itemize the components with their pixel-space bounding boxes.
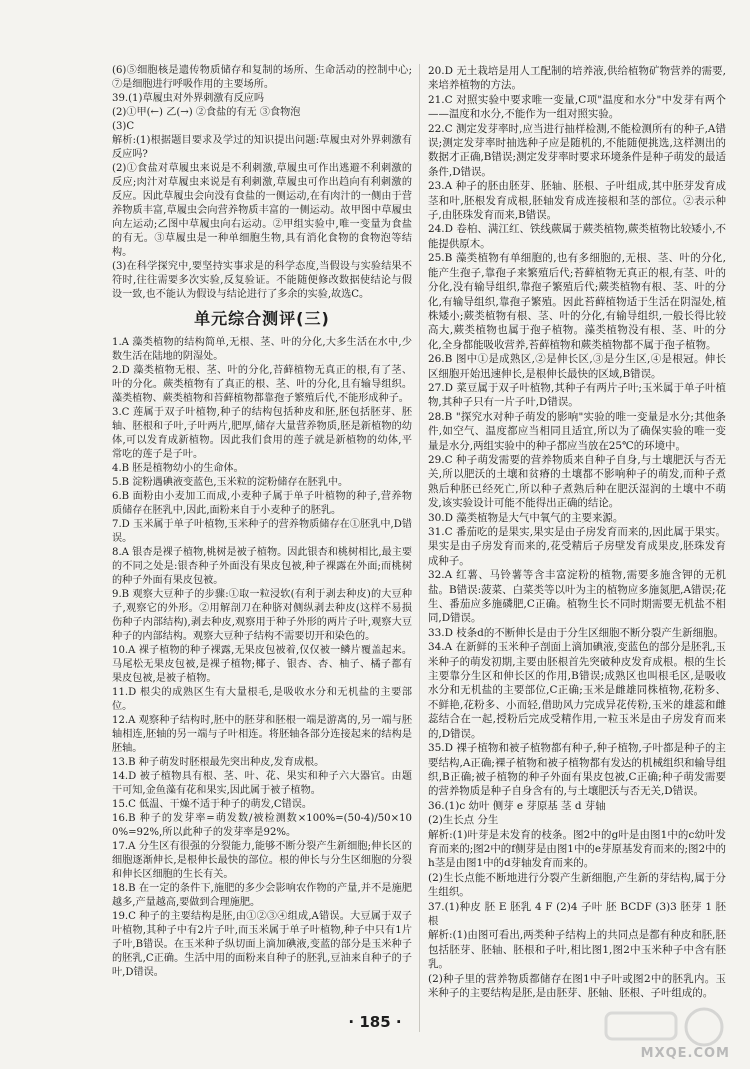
answer-paragraph: 35.D 裸子植物和被子植物都有种子,种子植物,子叶都是种子的主要结构,A正确;裸子植物和被子植物都有发达的机械组织和输导组织,B正确;被子植物的种子外面有果皮包被,C正确;种子萌发需要的营养物质是种子自身含有的,与土壤肥沃与否无关,D错误。 bbox=[428, 742, 726, 798]
answer-paragraph: 17.A 分生区有很强的分裂能力,能够不断分裂产生新细胞;伸长区的细胞逐渐伸长,是根伸长最快的部位。根的伸长与分生区细胞的分裂和伸长区细胞的生长有关。 bbox=[112, 841, 412, 880]
answer-paragraph: 18.B 在一定的条件下,施肥的多少会影响农作物的产量,并不是施肥越多,产量越高,要做到合理施肥。 bbox=[112, 883, 412, 908]
answer-paragraph: 37.(1)种皮 胚 E 胚乳 4 F (2)4 子叶 胚 BCDF (3)3 胚芽 1 胚根 bbox=[428, 900, 726, 927]
left-paragraphs-after bbox=[112, 336, 412, 980]
answer-paragraph: (2)生长点能不断地进行分裂产生新细胞,产生新的芽结构,属于分生组织。 bbox=[428, 871, 726, 899]
answer-paragraph: 解析:(1)叶芽是未发育的枝条。图2中的g叶是由图1中的c幼叶发育而来的;图2中的f侧芽是由图1中的e芽原基发育而来的;图2中的h茎是由图1中的d芽轴发育而来的。 bbox=[428, 828, 726, 870]
answer-paragraph: 13.B 种子萌发时胚根最先突出种皮,发育成根。 bbox=[112, 757, 325, 768]
answer-paragraph: 5.B 淀粉遇碘液变蓝色,玉米粒的淀粉储存在胚乳中。 bbox=[112, 477, 349, 488]
answer-paragraph: 36.(1)c 幼叶 侧芽 e 芽原基 茎 d 芽轴 bbox=[428, 799, 606, 812]
answer-paragraph: 39.(1)草履虫对外界刺激有反应吗 bbox=[112, 93, 264, 104]
watermark-text: MXQE.COM bbox=[640, 1046, 730, 1061]
answer-paragraph: 解析:(1)根据题目要求及学过的知识提出问题:草履虫对外界刺激有反应吗? bbox=[112, 135, 412, 160]
answer-paragraph: (2)种子里的营养物质都储存在图1中子叶或图2中的胚乳内。玉米种子的主要结构是胚,是由胚芽、胚轴、胚根、子叶组成的。 bbox=[428, 972, 726, 999]
answer-paragraph: 4.B 胚是植物幼小的生命体。 bbox=[112, 463, 244, 474]
answer-paragraph: 29.C 种子萌发需要的营养物质来自种子自身,与土壤肥沃与否无关,所以肥沃的土壤和贫瘠的土壤都不影响种子的萌发,而种子煮熟后种胚已经死亡,所以种子煮熟后种在肥沃湿润的土壤中不萌发,该实验设计可能不能得出正确的结论。 bbox=[428, 453, 726, 510]
answer-paragraph: 28.B "探究水对种子萌发的影响"实验的唯一变量是水分;其他条件,如空气、温度都应当相同且适宜,所以为了确保实验的唯一变量是水分,两组实验中的种子都应当放在25℃的环境中。 bbox=[428, 410, 726, 452]
answer-paragraph: 16.B 种子的发芽率=萌发数/被检测数×100%=(50-4)/50×100%=92%,所以此种子的发芽率是92%。 bbox=[112, 813, 412, 838]
answer-paragraph: (2)①食盐对草履虫来说是不利刺激,草履虫可作出逃避不利刺激的反应;肉汁对草履虫来说是有利刺激,草履虫可作出趋向有利刺激的反应。因此草履虫会向没有食盐的一侧运动,在有肉汁的一侧由于营养物质丰富,草履虫会向营养物质丰富的一侧运动。故甲图中草履虫向左运动;乙图中草履虫向右运动。②甲组实验中,唯一变量为食盐的有无。③草履虫是一种单细胞生物,具有消化食物的食物泡等结构。 bbox=[112, 163, 412, 258]
answer-paragraph: 2.D 藻类植物无根、茎、叶的分化,苔藓植物无真正的根,有了茎、叶的分化。蕨类植物有了真正的根、茎、叶的分化,且有输导组织。藻类植物、蕨类植物和苔藓植物都靠孢子繁殖后代,不能形成种子。 bbox=[112, 365, 412, 404]
answer-paragraph: 31.C 番茄吃的是果实,果实是由子房发育而来的,因此属于果实。果实是由子房发育而来的,花受精后子房壁发育成果皮,胚珠发育成种子。 bbox=[428, 526, 726, 567]
answer-paragraph: (6)⑤细胞核是遗传物质储存和复制的场所、生命活动的控制中心;⑦是细胞进行呼吸作用的主要场所。 bbox=[112, 65, 412, 90]
answer-paragraph: 27.D 菜豆属于双子叶植物,其种子有两片子叶;玉米属于单子叶植物,其种子只有一片子叶,D错误。 bbox=[428, 381, 726, 409]
answer-paragraph: 3.C 莲属于双子叶植物,种子的结构包括种皮和胚,胚包括胚芽、胚轴、胚根和子叶,子叶两片,肥厚,储存大量营养物质,胚是新植物的幼体,可以发育成新植物。因此我们食用的莲子就是新植物的幼体,平常吃的莲子是子叶。 bbox=[112, 407, 412, 460]
answer-paragraph: 9.B 观察大豆种子的步骤:①取一粒浸软(有利于剥去种皮)的大豆种子,观察它的外形。②用解剖刀在种脐对侧纵剥去种皮(这样不易损伤种子内部结构),剥去种皮,观察用于种子外形的两片子叶,观察大豆种子的内部结构。观察大豆种子结构不需要切开和染色的。 bbox=[112, 589, 412, 642]
answer-paragraph: (3)C bbox=[112, 121, 135, 132]
answer-paragraph: 7.D 玉米属于单子叶植物,玉米种子的营养物质储存在①胚乳中,D错误。 bbox=[112, 519, 412, 544]
column-divider bbox=[419, 64, 420, 1032]
answer-paragraph: 34.A 在新鲜的玉米种子剖面上滴加碘液,变蓝色的部分是胚乳,玉米种子的萌发初期,主要由胚根首先突破种皮发育成根。根的生长主要靠分生区和伸长区的作用,B错误;成熟区也叫根毛区,是吸收水分和无机盐的主要部位,C正确;玉米是雌雄同株植物,花粉多、不鲜艳,花粉多、小而轻,借助风力完成异花传粉,玉米的雄蕊和雌蕊结合在一起,授粉后完成受精作用,一粒玉米是由子房发育而来的,D错误。 bbox=[428, 641, 726, 740]
answer-paragraph: 8.A 银杏是裸子植物,桃树是被子植物。因此银杏和桃树相比,最主要的不同之处是:银杏种子外面没有果皮包被,种子裸露在外面;而桃树的种子外面有果皮包被。 bbox=[112, 547, 413, 586]
answer-paragraph: 21.C 对照实验中要求唯一变量,C项"温度和水分"中发芽有两个——温度和水分,不能作为一组对照实验。 bbox=[428, 93, 726, 121]
answer-paragraph: 25.B 藻类植物有单细胞的,也有多细胞的,无根、茎、叶的分化,能产生孢子,靠孢子来繁殖后代;苔藓植物无真正的根,有茎、叶的分化,没有输导组织,靠孢子繁殖后代;蕨类植物有根、茎、叶的分化,有输导组织,靠孢子繁殖。因此苔藓植物适于生活在阴湿处,植株矮小;蕨类植物有根、茎、叶的分化,有输导组织,一般长得比较高大,蕨类植物也属于孢子植物。藻类植物没有根、茎、叶的分化,全身都能吸收营养,苔藓植物和蕨类植物都不属于孢子植物。 bbox=[428, 252, 726, 351]
answer-paragraph: 24.D 卷柏、满江红、铁线蕨属于蕨类植物,蕨类植物比较矮小,不能提供原木。 bbox=[428, 223, 726, 250]
answer-paragraph: 解析:(1)由图可看出,两类种子结构上的共同点是都有种皮和胚,胚包括胚芽、胚轴、胚根和子叶,相比图1,图2中玉米种子中含有胚乳。 bbox=[428, 929, 726, 971]
answer-paragraph: 30.D 藻类植物是大气中氧气的主要来源。 bbox=[428, 511, 624, 524]
answer-paragraph: 22.C 测定发芽率时,应当进行抽样检测,不能检测所有的种子,A错误;测定发芽率时抽选种子应是随机的,不能随便挑选,这样测出的数据才正确,B错误;测定发芽率时要求环境条件是种子萌发的最适条件,D错误。 bbox=[428, 122, 726, 178]
answer-paragraph: 15.C 低温、干燥不适于种子的萌发,C错误。 bbox=[112, 799, 313, 810]
answer-paragraph: (3)在科学探究中,要坚持实事求是的科学态度,当假设与实验结果不符时,往往需要多次实验,反复验证。不能随便修改数据使结论与假设一致,也不能认为假设与结论进行了多余的实验,故选C。 bbox=[112, 261, 412, 300]
answer-paragraph: 1.A 藻类植物的结构简单,无根、茎、叶的分化,大多生活在水中,少数生活在陆地的阴湿处。 bbox=[112, 337, 412, 362]
answer-paragraph: 12.A 观察种子结构时,胚中的胚芽和胚根一端是游离的,另一端与胚轴相连,胚轴的另一端与子叶相连。将胚轴各部分连接起来的结构是胚轴。 bbox=[112, 715, 412, 754]
answer-paragraph: 23.A 种子的胚由胚芽、胚轴、胚根、子叶组成,其中胚芽发育成茎和叶,胚根发育成根,胚轴发育成连接根和茎的部位。②表示种子,由胚珠发育而来,B错误。 bbox=[428, 180, 726, 222]
answer-paragraph: 20.D 无土栽培是用人工配制的培养液,供给植物矿物营养的需要,来培养植物的方法。 bbox=[428, 65, 726, 92]
left-paragraphs-before bbox=[112, 64, 412, 302]
answer-paragraph: 19.C 种子的主要结构是胚,由①②③④组成,A错误。大豆属于双子叶植物,其种子中有2片子叶,而玉米属于单子叶植物,种子中只有1片子叶,B错误。在玉米种子纵切面上滴加碘液,变蓝的部分是玉米种子的胚乳,C正确。生活中用的面粉来自种子的胚乳,豆油来自种子的子叶,D错误。 bbox=[112, 911, 412, 978]
page-number: · 185 · bbox=[348, 1013, 402, 1031]
answer-paragraph: 32.A 红薯、马铃薯等含丰富淀粉的植物,需要多施含钾的无机盐。B错误:菠菜、白菜类等以叶为主的植物应多施氮肥,A错误;花生、番茄应多施磷肥,C正确。植物生长不同时期需要无机盐不相同,D错误。 bbox=[428, 569, 726, 625]
answer-paragraph: 14.D 被子植物具有根、茎、叶、花、果实和种子六大器官。由题干可知,金鱼藻有花和果实,因此属于被子植物。 bbox=[112, 771, 412, 796]
section-title: 单元综合测评(三) bbox=[194, 309, 330, 328]
answer-paragraph: (2)生长点 分生 bbox=[428, 814, 499, 827]
left-column bbox=[112, 64, 412, 980]
answer-paragraph: 10.A 裸子植物的种子裸露,无果皮包被着,仅仅被一鳞片覆盖起来。马尾松无果皮包被,是裸子植物;椰子、银杏、杏、柚子、橘子都有果皮包被,是被子植物。 bbox=[112, 645, 412, 684]
answer-paragraph: 6.B 面粉由小麦加工而成,小麦种子属于单子叶植物的种子,营养物质储存在胚乳中,因此,面粉来自于小麦种子的胚乳。 bbox=[112, 491, 412, 516]
answer-paragraph: 26.B 图中①是成熟区,②是伸长区,③是分生区,④是根冠。伸长区细胞开始迅速伸长,是根伸长最快的区域,B错误。 bbox=[428, 353, 726, 380]
answer-paragraph: 11.D 根尖的成熟区生有大量根毛,是吸收水分和无机盐的主要部位。 bbox=[112, 687, 412, 712]
answer-paragraph: (2)①甲(←) 乙(→) ②食盐的有无 ③食物泡 bbox=[112, 107, 301, 118]
answer-paragraph: 33.D 枝条d的不断伸长是由于分生区细胞不断分裂产生新细胞。 bbox=[428, 626, 724, 639]
right-column bbox=[428, 64, 726, 1000]
